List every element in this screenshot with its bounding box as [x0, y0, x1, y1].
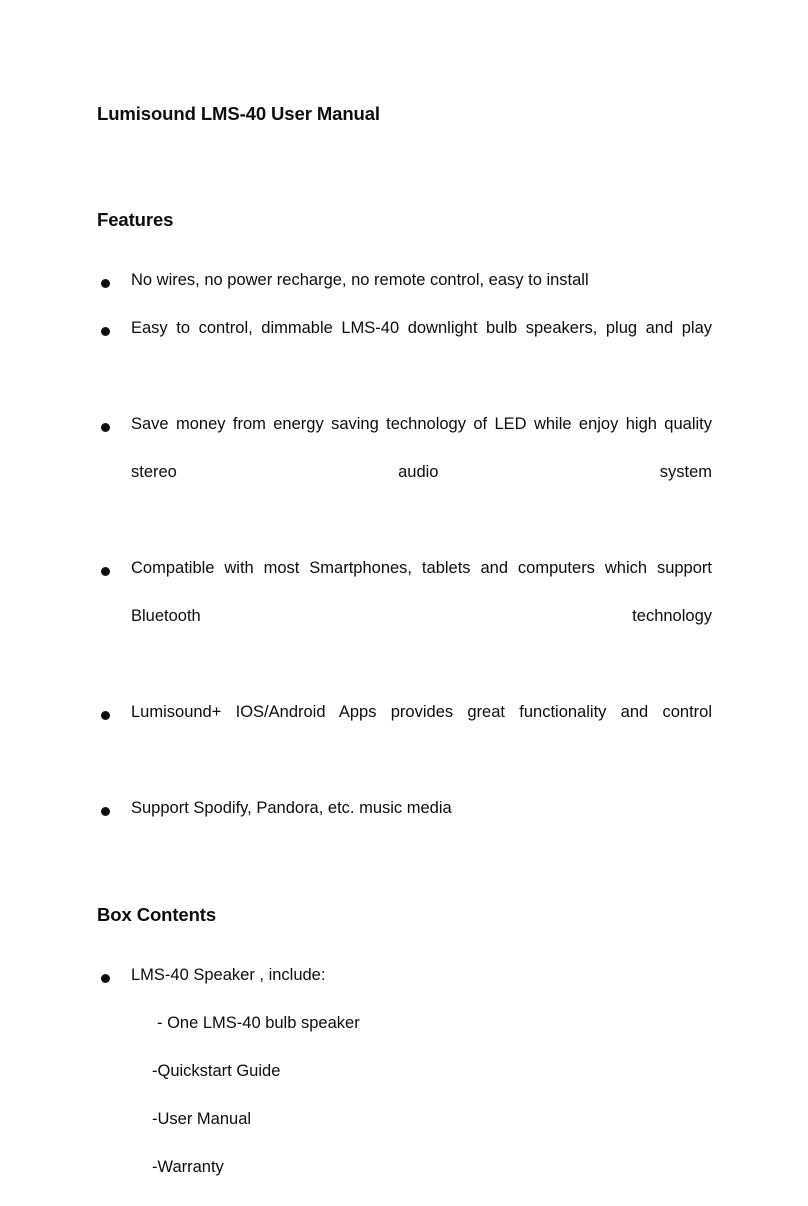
list-item — [97, 304, 712, 400]
list-item — [97, 544, 712, 688]
list-item — [97, 951, 712, 999]
box-contents-bullet-list — [97, 925, 712, 999]
features-bullet-list — [97, 229, 712, 832]
list-item — [97, 400, 712, 544]
sub-list-item: -Quickstart Guide — [152, 1061, 281, 1080]
list-item-text: Support Spodify, Pandora, etc. music media — [131, 799, 452, 817]
sub-list-item: -Warranty — [152, 1157, 224, 1176]
list-item-text: No wires, no power recharge, no remote control, easy to install — [131, 271, 589, 289]
sub-list-item: - One LMS-40 bulb speaker — [157, 1013, 360, 1032]
page-title: Lumisound LMS-40 User Manual — [97, 103, 380, 124]
list-item-text: LMS-40 Speaker , include: — [131, 965, 326, 984]
section-heading-box-contents: Box Contents — [97, 904, 217, 925]
list-item-text: Lumisound+ IOS/Android Apps provides great functionality and control — [131, 703, 712, 721]
list-item — [97, 688, 712, 784]
document-content — [97, 0, 712, 1191]
list-item — [97, 256, 712, 304]
list-item-text: Compatible with most Smartphones, tablets and computers which support Bluetooth technology — [131, 559, 712, 625]
list-item-text: Easy to control, dimmable LMS-40 downlight bulb speakers, plug and play — [131, 319, 712, 337]
list-item-text: Save money from energy saving technology of LED while enjoy high quality stereo audio system — [131, 415, 712, 481]
sub-list-item: -User Manual — [152, 1109, 252, 1128]
list-item — [97, 784, 712, 832]
section-heading-features: Features — [97, 208, 174, 230]
